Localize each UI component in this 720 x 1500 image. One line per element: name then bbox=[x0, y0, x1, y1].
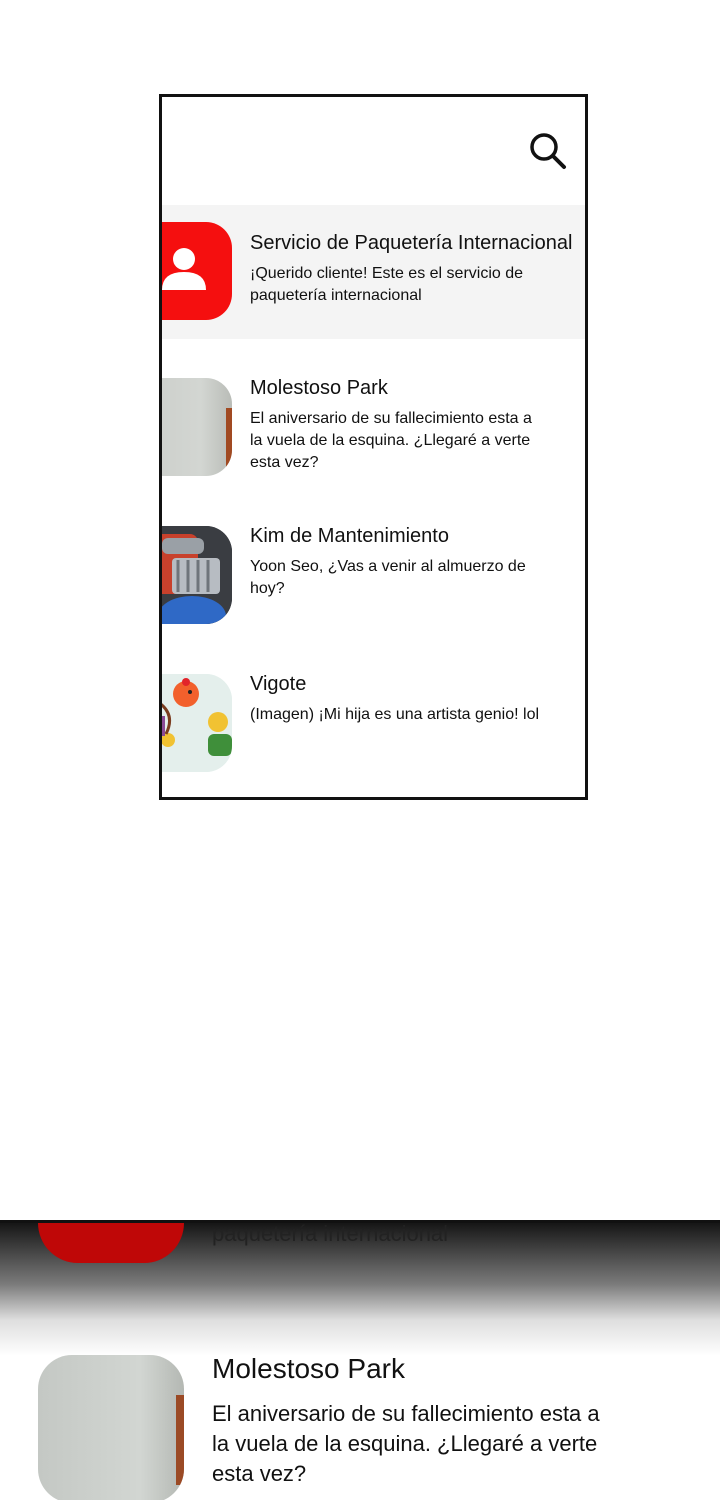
machine-photo bbox=[159, 526, 232, 624]
chat-preview-fragment: paquetería internacional bbox=[212, 1221, 449, 1246]
chat-preview: El aniversario de su fallecimiento esta a la vuela de la esquina. ¿Llegaré a verte esta vez? bbox=[212, 1401, 600, 1486]
drawing-photo bbox=[159, 674, 232, 772]
zoomed-chat-panel bbox=[0, 1220, 720, 1500]
chat-list-screen bbox=[159, 94, 588, 800]
avatar bbox=[159, 222, 232, 320]
photo-detail bbox=[176, 1395, 184, 1485]
chat-item-vigote[interactable] bbox=[162, 651, 585, 781]
chat-item-kim-mantenimiento[interactable] bbox=[162, 503, 585, 633]
chat-item-package-service[interactable] bbox=[162, 205, 585, 339]
person-icon bbox=[159, 222, 232, 320]
chat-preview: (Imagen) ¡Mi hija es una artista genio! lol bbox=[250, 706, 540, 723]
chat-name: Vigote bbox=[250, 673, 307, 695]
chat-name: Molestoso Park bbox=[212, 1353, 405, 1384]
chat-name: Servicio de Paquetería Internacional bbox=[250, 232, 573, 254]
avatar bbox=[159, 526, 232, 624]
search-icon bbox=[528, 131, 568, 171]
chat-preview: ¡Querido cliente! Este es el servicio de paquetería internacional bbox=[250, 265, 524, 304]
chat-name: Molestoso Park bbox=[250, 377, 388, 399]
avatar bbox=[38, 1220, 184, 1263]
avatar bbox=[159, 378, 232, 476]
search-button[interactable] bbox=[528, 131, 568, 171]
avatar bbox=[38, 1355, 184, 1500]
chat-name: Kim de Mantenimiento bbox=[250, 525, 449, 547]
chat-preview: Yoon Seo, ¿Vas a venir al almuerzo de hoy? bbox=[250, 558, 526, 597]
chat-item-molestoso-park[interactable] bbox=[162, 355, 585, 485]
avatar bbox=[159, 674, 232, 772]
photo-detail bbox=[226, 408, 232, 468]
chat-preview: El aniversario de su fallecimiento esta a la vuela de la esquina. ¿Llegaré a verte esta vez? bbox=[250, 410, 532, 471]
